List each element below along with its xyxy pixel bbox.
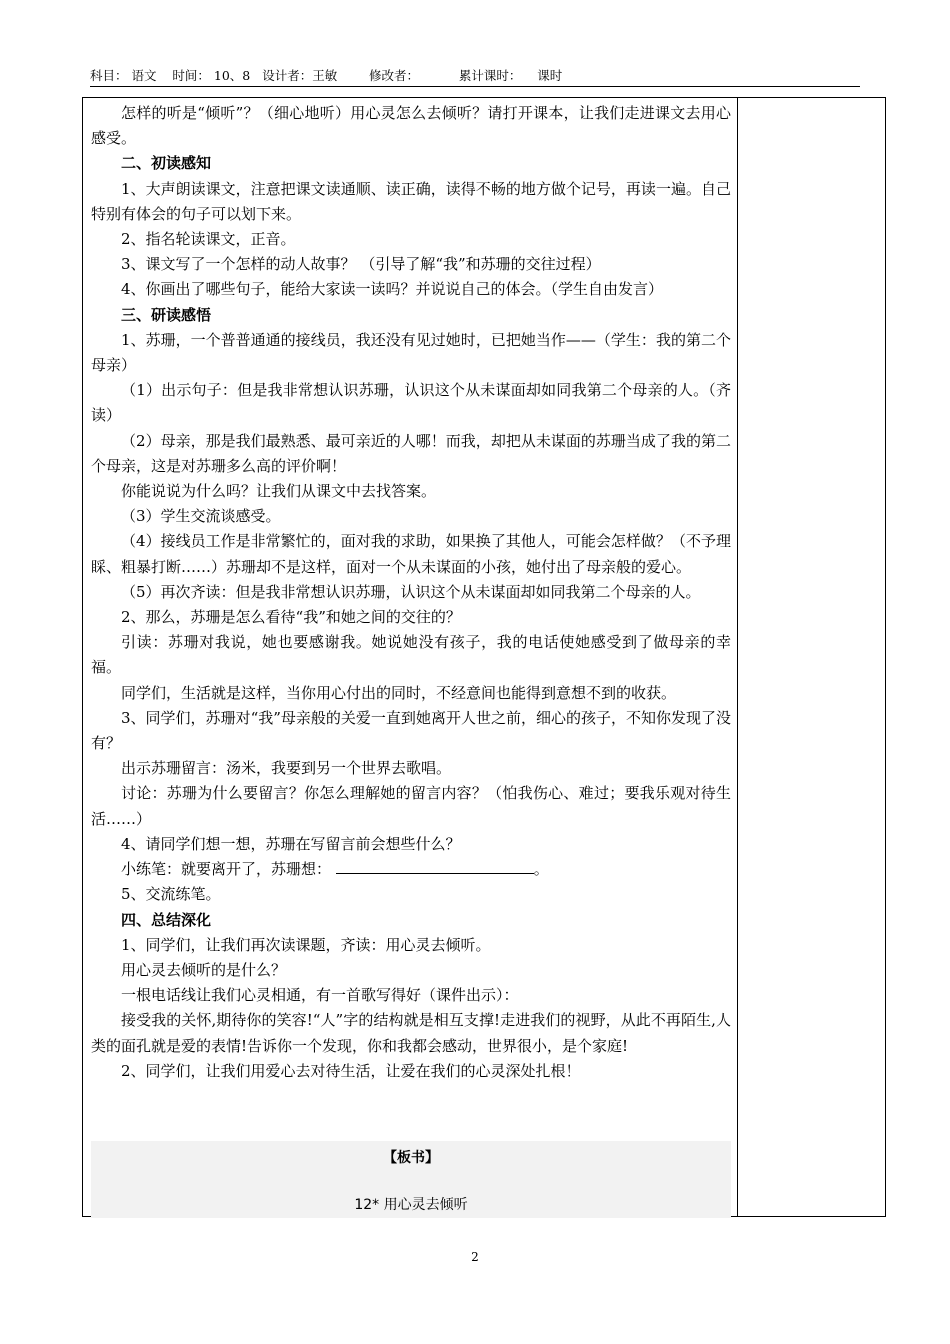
paragraph [91, 429, 731, 479]
paragraph-text: 同学们，生活就是这样，当你用心付出的同时，不经意间也能得到意想不到的收获。 [121, 683, 677, 702]
paragraph-text: 1、同学们，让我们再次读课题，齐读：用心灵去倾听。 [121, 935, 491, 954]
paragraph-text: 2、同学们，让我们用爱心去对待生活，让爱在我们的心灵深处扎根！ [121, 1061, 581, 1080]
paragraph [91, 529, 731, 579]
paragraph-text: 2、那么，苏珊是怎么看待“我”和她之间的交往的？ [121, 608, 461, 627]
paragraph [91, 227, 731, 252]
section-heading [91, 908, 731, 933]
paragraph [91, 882, 731, 907]
paragraph-text: 讨论：苏珊为什么要留言？你怎么理解她的留言内容？（怕我伤心、难过；要我乐观对待生活……） [91, 784, 731, 828]
fill-in-blank [336, 859, 534, 874]
paragraph [91, 378, 731, 428]
header-editor: 修改者： [369, 68, 420, 83]
paragraph [91, 756, 731, 781]
paragraph-text: 2、指名轮读课文，正音。 [121, 230, 296, 249]
paragraph-text: 接受我的关怀,期待你的笑容!“人”字的结构就是相互支撑!走进我们的视野，从此不再陌生,人类的面孔就是爱的表情!告诉你一个发现，你和我都会感动，世界很小，是个家庭! [91, 1011, 731, 1055]
paragraph [91, 580, 731, 605]
paragraph-text: 引读：苏珊对我说，她也要感谢我。她说她没有孩子，我的电话使她感受到了做母亲的幸福。 [91, 633, 731, 677]
paragraph [91, 605, 731, 630]
paragraph-text: 怎样的听是“倾听”？（细心地听）用心灵怎么去倾听？请打开课本，让我们走进课文去用心感受。 [91, 104, 731, 148]
paragraph-text: 5、交流练笔。 [121, 885, 221, 904]
paragraph [91, 630, 731, 680]
paragraph-text: 四、总结深化 [121, 910, 212, 929]
paragraph-end: 。 [533, 860, 549, 879]
paragraph [91, 958, 731, 983]
paragraph [91, 933, 731, 958]
paragraph-text: 小练笔：就要离开了，苏珊想： [121, 860, 332, 879]
paragraph-text: （5）再次齐读：但是我非常想认识苏珊，认识这个从未谋面却如同我第二个母亲的人。 [121, 582, 701, 601]
paragraph-text: 三、研读感悟 [121, 305, 212, 324]
paragraph [91, 101, 731, 151]
paragraph [91, 681, 731, 706]
paragraph-text: 4、你画出了哪些句子，能给大家读一读吗？并说说自己的体会。（学生自由发言） [121, 280, 664, 299]
header-hours: 累计课时： [458, 68, 522, 83]
header-designer: 设计者：王敏 [262, 68, 338, 83]
paragraph [91, 1008, 731, 1058]
paragraph [91, 504, 731, 529]
paragraph-text: 用心灵去倾听的是什么？ [121, 960, 287, 979]
page-number: 2 [471, 1250, 479, 1264]
paragraph-text: （3）学生交流谈感受。 [121, 507, 281, 526]
board-subtitle: 12* 用心灵去倾听 [354, 1197, 468, 1213]
page-header [90, 68, 860, 87]
paragraph-text: 出示苏珊留言：汤米，我要到另一个世界去歌唱。 [121, 759, 452, 778]
paragraph-text: 3、同学们，苏珊对“我”母亲般的关爱一直到她离开人世之前，细心的孩子，不知你发现了没有？ [91, 708, 731, 753]
paragraph-text: （2）母亲，那是我们最熟悉、最可亲近的人哪！而我，却把从未谋面的苏珊当成了我的第二个母亲，这是对苏珊多么高的评价啊！ [91, 431, 731, 475]
lesson-content [91, 101, 731, 1084]
paragraph-text: 1、苏珊，一个普普通通的接线员，我还没有见过她时，已把她当作——（学生：我的第二个母亲） [91, 330, 731, 375]
paragraph-text: 3、课文写了一个怎样的动人故事？ （引导了解“我”和苏珊的交往过程） [121, 255, 601, 274]
paragraph [91, 706, 731, 756]
paragraph [91, 832, 731, 857]
paragraph [91, 781, 731, 831]
paragraph [91, 479, 731, 504]
blackboard-section [91, 1141, 731, 1218]
paragraph [91, 983, 731, 1008]
board-title: 【板书】 [383, 1150, 439, 1166]
column-divider [737, 98, 738, 1216]
section-heading [91, 151, 731, 176]
header-hours-unit: 课时 [537, 68, 563, 83]
paragraph-text: 二、初读感知 [121, 154, 212, 173]
paragraph-text: （1）出示句子：但是我非常想认识苏珊，认识这个从未谋面却如同我第二个母亲的人。（齐读） [91, 381, 731, 425]
section-heading [91, 303, 731, 328]
paragraph [91, 277, 731, 302]
header-subject: 科目： 语文 [90, 68, 157, 83]
paragraph [91, 328, 731, 378]
paragraph-text: 4、请同学们想一想，苏珊在写留言前会想些什么？ [121, 834, 461, 853]
paragraph [91, 857, 731, 882]
paragraph-text: （4）接线员工作是非常繁忙的，面对我的求助，如果换了其他人，可能会怎样做？（不予理睬、粗暴打断……）苏珊却不是这样，面对一个从未谋面的小孩，她付出了母亲般的爱心。 [91, 532, 731, 576]
paragraph [91, 252, 731, 277]
paragraph-text: 你能说说为什么吗？让我们从课文中去找答案。 [121, 482, 437, 501]
paragraph-text: 一根电话线让我们心灵相通，有一首歌写得好（课件出示）： [121, 986, 519, 1005]
paragraph [91, 1059, 731, 1084]
header-time: 时间： 10、8 [172, 68, 251, 83]
lesson-table [82, 97, 886, 1217]
paragraph [91, 177, 731, 227]
paragraph-text: 1、大声朗读课文，注意把课文读通顺、读正确，读得不畅的地方做个记号，再读一遍。自己特别有体会的句子可以划下来。 [91, 179, 731, 223]
